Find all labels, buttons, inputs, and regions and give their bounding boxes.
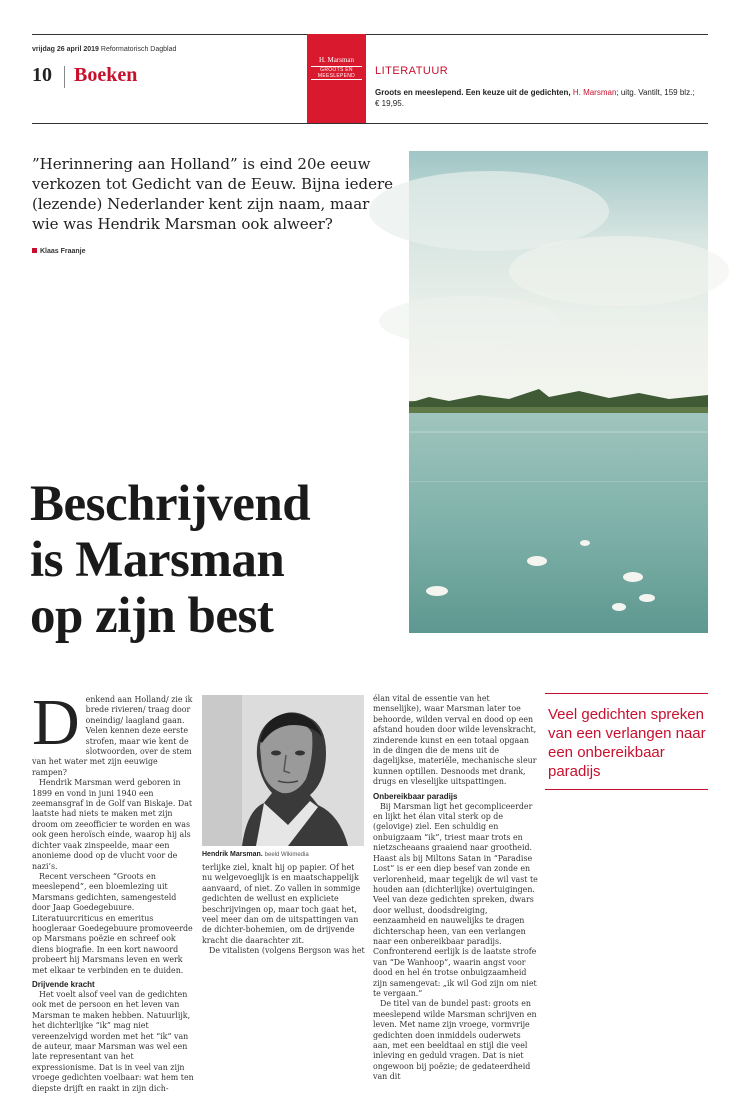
intro-text: ”Herinnering aan Holland” is eind 20e eeuw verkozen tot Gedicht van de Eeuw. Bijna iedere (lezende) Nederlander kent zijn naam, maar wie was Hendrik Marsman ook alweer? bbox=[32, 155, 394, 233]
page-number: 10 bbox=[32, 64, 52, 86]
photo-caption bbox=[202, 851, 309, 858]
article-column-2 bbox=[202, 863, 365, 957]
book-info-price: € 19,95. bbox=[375, 99, 404, 108]
book-info-title: Groots en meeslepend. Een keuze uit de gedichten, bbox=[375, 88, 571, 97]
caption-name: Hendrik Marsman. bbox=[202, 851, 263, 858]
article-column-1 bbox=[32, 686, 194, 1094]
quote-rule-top bbox=[545, 693, 708, 694]
paragraph: De titel van de bundel past: groots en meeslepend wilde Marsman schrijven en leven. Met name zijn vroege, vormvrije gedichten doen inmiddels ouderwets aan, met een beeldtaal en stijl die veel inleving en geduld vragen. Dat is niet ongewoon bij poëzie; de gedateerdheid van dit bbox=[373, 999, 537, 1082]
paragraph: De vitalisten (volgens Bergson was het bbox=[209, 946, 365, 956]
headline-line1: Beschrijvend bbox=[30, 476, 311, 532]
book-info-author: H. Marsman bbox=[572, 88, 617, 97]
pull-quote: Veel gedichten spreken van een verlangen naar een onbereikbaar paradijs bbox=[548, 706, 706, 780]
book-cover-title-line1: GROOTS EN bbox=[320, 67, 353, 73]
byline-marker bbox=[32, 248, 37, 253]
quote-rule-bottom bbox=[545, 789, 708, 790]
paragraph: élan vital de essentie van het menselijke), waar Marsman later toe behoorde, wilden verval en dood op een afstand houden door wilde levenskracht, zinderende kunst en een totaal opgaan in de dingen die de mens uit de dagelijkse, materiële, mechanische sleur kunnen optillen. Desnoods met drank, drugs en vleselijke uitspattingen. bbox=[373, 694, 537, 787]
headline-line2: is Marsman bbox=[30, 532, 285, 588]
landscape-photo bbox=[409, 151, 708, 633]
date-line bbox=[32, 46, 176, 53]
paragraph: Hendrik Marsman werd geboren in 1899 en vond in juni 1940 een zeemansgraf in de Golf van Biskaje. Dat laatste had niets te maken met zijn droom om zeeofficier te worden en was ook geen heroïsch einde, waarop hij als dichter vaak zinspeelde, maar een anonieme dood op de vlucht voor de nazi’s. bbox=[32, 778, 193, 871]
section-title: Boeken bbox=[74, 64, 138, 86]
newspaper-name: Reformatorisch Dagblad bbox=[100, 46, 177, 53]
portrait-image bbox=[202, 695, 364, 846]
byline bbox=[32, 248, 86, 255]
byline-author: Klaas Fraanje bbox=[40, 248, 86, 255]
paragraph: Het voelt alsof veel van de gedichten ook met de persoon en het leven van Marsman te maken hebben. Natuurlijk, het dichterlijke “ik” mag niet vereenzelvigd worden met het “ik” van de auteur, maar Marsman was wel een late representant van het expressionisme. Dat is in veel van zijn vroege gedichten voelbaar: wat hem ten diepste drijft en raakt in zijn dich- bbox=[32, 989, 194, 1093]
paragraph: Recent verscheen “Groots en meeslepend”, een bloemlezing uit Marsmans gedichten, samengesteld door Jaap Goedegebuure. Literatuurcriticus en emeritus hoogleraar Goedegebuure promoveerde op Marsmans poëzie en schreef ook diens biografie. In een kort nawoord probeert hij Marsmans leven en werk met elkaar te verbinden en te duiden. bbox=[32, 871, 193, 975]
subhead-onbereikbaar-paradijs: Onbereikbaar paradijs bbox=[373, 791, 458, 801]
paragraph: terlijke ziel, knalt hij op papier. Of het nu welgevoeglijk is en maatschappelijk aanvaard, of niet. Zo vallen in sommige gedichten de wellust en expliciete beschrijvingen op, maar toch gaat het, veel meer dan om de uitspattingen van de dichter-bohemien, om de drijvende kracht die daarachter zit. bbox=[202, 863, 361, 945]
top-rule bbox=[32, 34, 708, 35]
subhead-drijvende-kracht: Drijvende kracht bbox=[32, 979, 95, 989]
book-cover bbox=[307, 34, 366, 123]
book-cover-title bbox=[311, 66, 362, 80]
page-divider bbox=[64, 66, 65, 88]
headline bbox=[30, 476, 410, 644]
date: vrijdag 26 april 2019 bbox=[32, 46, 99, 53]
landscape-photo-image bbox=[409, 151, 708, 633]
caption-credit: beeld Wikimedia bbox=[264, 852, 309, 858]
lead-paragraph: enkend aan Holland/ zie ik brede rivieren/ traag door oneindig/ laagland gaan. Velen kennen deze eerste strofen, maar wie kent de slotwoorden, over de stem van het water met zijn eeuwige rampen? bbox=[32, 695, 193, 777]
book-cover-author: H. Marsman bbox=[319, 56, 354, 64]
drop-cap: D bbox=[32, 686, 80, 759]
article-column-3 bbox=[373, 694, 538, 1083]
paragraph: Bij Marsman ligt het gecompliceerder en lijkt het élan vital sterk op de (gelovige) ziel. Een schuldig en onbuigzaam “ik”, triest maar trots en nietzscheaans graaiend naar grootheid. Haast als bij Miltons Satan in “Paradise Lost” is er een diep besef van zonde en verlorenheid, maar tegelijk de wil vast te houden aan (dichterlijke) overtuigingen. Veel van deze gedichten spreken, dwars door wellust, doodsdreiging, eenzaamheid en nauwelijks te dragen dichterschap heen, van een verlangen naar een onbereikbaar paradijs. Confronterend eerlijk is de laatste strofe van “De Wanhoop”, waarin angst voor dood en hel én trotse onbuigzaamheid zijn samengevat: „ik wil God zijn om niet te vergaan.” bbox=[373, 801, 538, 998]
literature-label: LITERATUUR bbox=[375, 65, 449, 77]
portrait-photo bbox=[202, 695, 364, 846]
book-info bbox=[375, 87, 705, 109]
book-info-publisher: ; uitg. Vantilt, 159 blz.; bbox=[616, 88, 695, 97]
headline-line3: op zijn best bbox=[30, 588, 274, 644]
header-rule bbox=[32, 123, 708, 124]
book-cover-title-line2: MEESLEPEND bbox=[317, 73, 356, 79]
